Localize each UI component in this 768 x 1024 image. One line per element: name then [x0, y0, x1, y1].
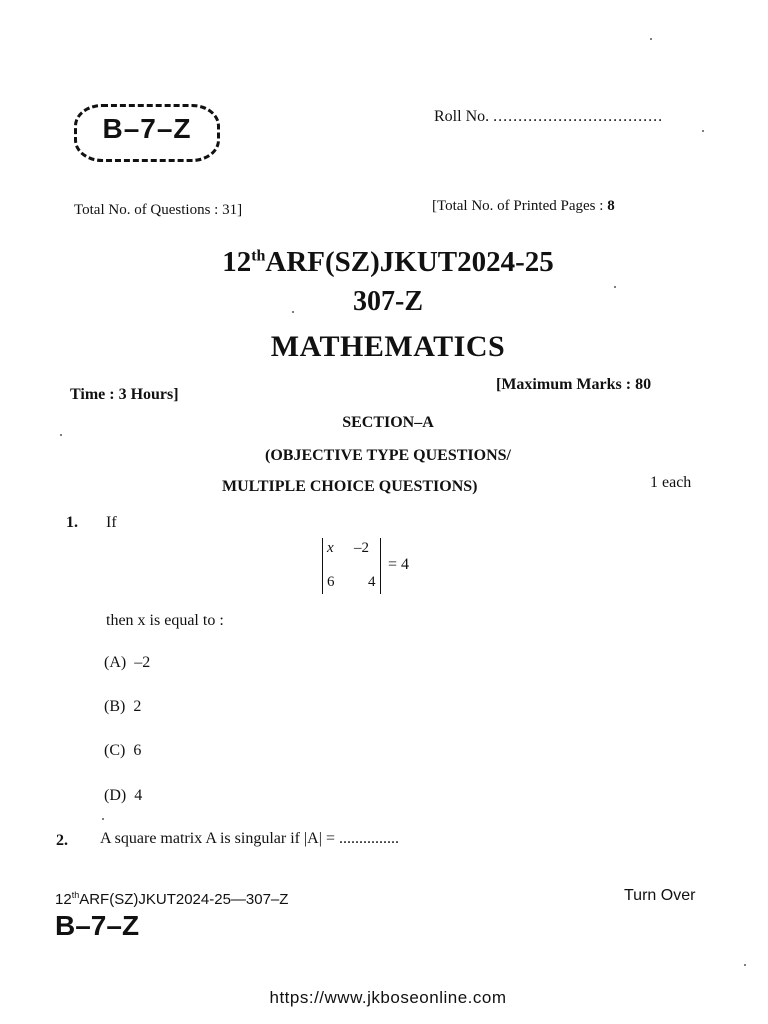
maximum-marks: [Maximum Marks : 80	[496, 376, 652, 393]
determinant-right-bar	[380, 538, 381, 594]
paper-code-box	[74, 104, 220, 162]
footer-code-rest: ARF(SZ)JKUT2024-25—307–Z	[79, 891, 289, 908]
determinant-d: 4	[368, 574, 376, 590]
total-pages	[432, 198, 615, 215]
exam-sup: th	[251, 247, 266, 265]
exam-rest: ARF(SZ)JKUT2024-25	[265, 246, 554, 278]
marks-each: 1 each	[650, 474, 692, 491]
determinant-a: x	[327, 540, 334, 556]
option-value: 6	[133, 742, 142, 759]
time-allowed: Time : 3 Hours]	[70, 386, 179, 403]
option-label: (A)	[104, 654, 127, 671]
question-1-text: If	[106, 514, 117, 531]
footer-code-prefix: 12	[55, 891, 72, 908]
roll-label: Roll No.	[434, 108, 490, 125]
scan-speck	[60, 434, 62, 436]
scan-speck	[102, 818, 104, 820]
option-value: –2	[134, 654, 151, 671]
determinant-rhs: = 4	[388, 556, 410, 573]
option-b	[104, 698, 141, 716]
determinant	[322, 538, 410, 594]
option-c	[104, 742, 141, 760]
exam-title	[0, 246, 768, 279]
roll-blank: ..................................	[493, 108, 664, 125]
website-url: https://www.jkboseonline.com	[269, 988, 507, 1007]
option-label: (D)	[104, 787, 127, 804]
option-label: (C)	[104, 742, 126, 759]
exam-prefix: 12	[222, 246, 252, 278]
question-1-then: then x is equal to :	[106, 612, 224, 629]
total-pages-value: 8	[607, 198, 615, 214]
section-subheading-2: MULTIPLE CHOICE QUESTIONS)	[222, 478, 478, 495]
paper-number: 307-Z	[353, 286, 423, 317]
footer-paper-code: B–7–Z	[55, 910, 140, 941]
scan-speck	[744, 964, 746, 966]
option-label: (B)	[104, 698, 126, 715]
paper-code: B–7–Z	[102, 113, 192, 144]
option-d	[104, 787, 142, 805]
subject-title: MATHEMATICS	[270, 330, 506, 363]
question-1-number: 1.	[66, 514, 78, 531]
roll-number-field	[434, 108, 663, 126]
footer-code-sup: th	[71, 890, 80, 900]
option-value: 2	[133, 698, 142, 715]
turn-over: Turn Over	[624, 887, 696, 904]
scan-speck	[702, 130, 704, 132]
total-questions: Total No. of Questions : 31]	[74, 202, 243, 218]
total-pages-label: [Total No. of Printed Pages :	[432, 198, 608, 214]
determinant-left-bar	[322, 538, 323, 594]
option-a	[104, 654, 150, 672]
scan-speck	[650, 38, 652, 40]
scan-speck	[292, 311, 294, 313]
determinant-c: 6	[327, 574, 335, 590]
footer-exam-code	[55, 890, 288, 908]
option-value: 4	[134, 787, 143, 804]
determinant-b: –2	[354, 540, 369, 556]
question-2-number: 2.	[56, 832, 68, 849]
question-2-text: A square matrix A is singular if |A| = ...............	[100, 830, 399, 847]
section-heading: SECTION–A	[342, 414, 434, 431]
section-subheading-1: (OBJECTIVE TYPE QUESTIONS/	[265, 447, 511, 464]
scan-speck	[614, 286, 616, 288]
